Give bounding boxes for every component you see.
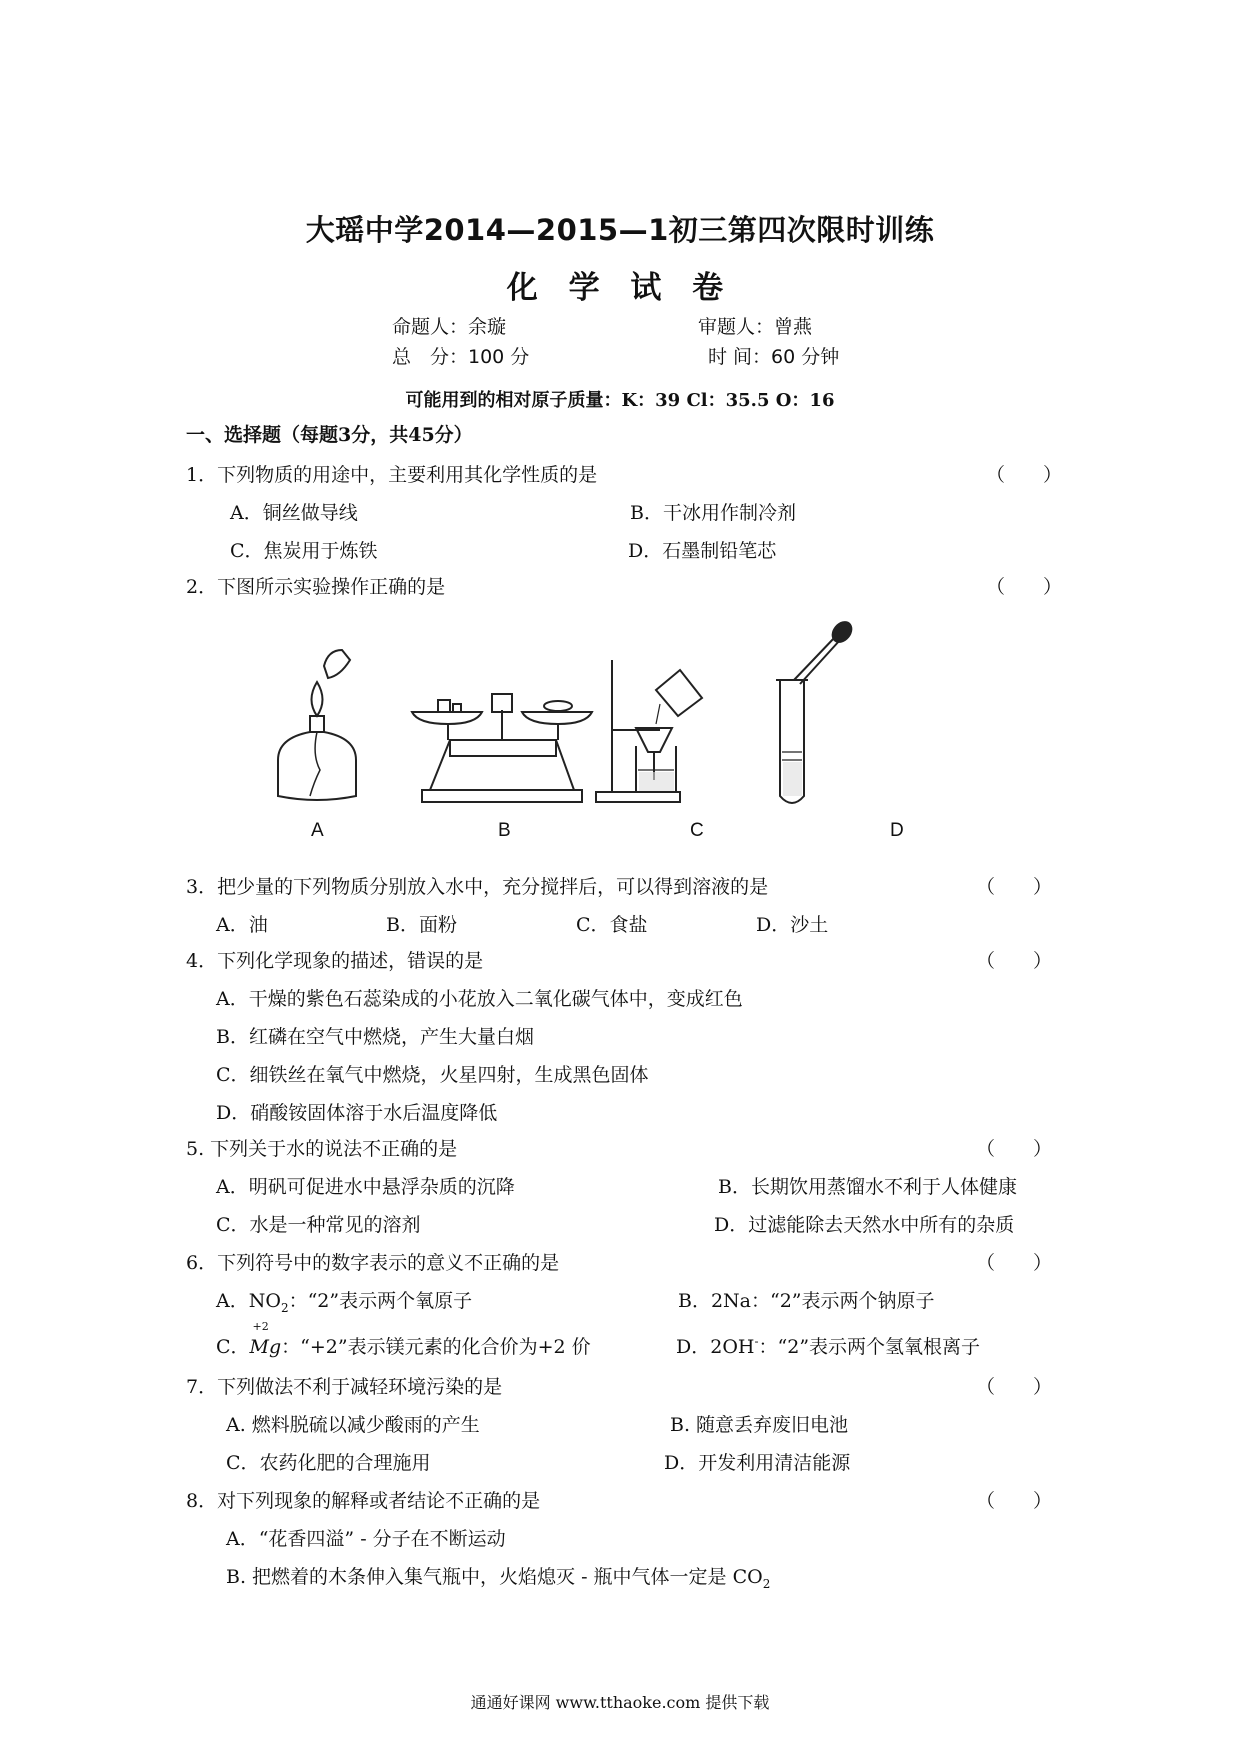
q4-option-c: C．细铁丝在氧气中燃烧，火星四射，生成黑色固体	[216, 1064, 649, 1086]
q8-option-a: A．“花香四溢” - 分子在不断运动	[226, 1528, 506, 1550]
q2-label-a: A	[311, 820, 324, 841]
q8-answer-paren: （ ）	[976, 1490, 1053, 1512]
q4-option-b: B．红磷在空气中燃烧，产生大量白烟	[216, 1026, 534, 1048]
q1-answer-paren: （ ）	[986, 464, 1063, 486]
alcohol-lamp-icon	[278, 650, 356, 800]
setter: 命题人：余璇	[392, 316, 507, 338]
q3-option-d: D．沙土	[756, 914, 829, 936]
q6-option-b: B．2Na：“2”表示两个钠原子	[678, 1290, 935, 1312]
reviewer: 审题人：曾燕	[698, 316, 813, 338]
q8-option-b: B. 把燃着的木条伸入集气瓶中，火焰熄灭 - 瓶中气体一定是 $CO_2$	[226, 1566, 771, 1591]
q5-option-a: A．明矾可促进水中悬浮杂质的沉降	[216, 1176, 515, 1198]
footer-source: 通通好课网 www.tthaoke.com 提供下载	[470, 1693, 770, 1712]
q1-stem: 1．下列物质的用途中，主要利用其化学性质的是	[186, 464, 598, 486]
q7-option-b: B. 随意丢弃废旧电池	[670, 1414, 849, 1436]
q1-option-a: A．铜丝做导线	[230, 502, 358, 524]
q4-option-a: A．干燥的紫色石蕊染成的小花放入二氧化碳气体中，变成红色	[216, 988, 743, 1010]
q6-option-a: A．$NO_2$：“2”表示两个氧原子	[216, 1290, 473, 1315]
q6-answer-paren: （ ）	[976, 1252, 1053, 1274]
q3-answer-paren: （ ）	[976, 876, 1053, 898]
exam-time: 时 间：60 分钟	[708, 346, 840, 368]
dropper-bulb-icon	[827, 620, 856, 647]
q5-option-b: B．长期饮用蒸馏水不利于人体健康	[718, 1176, 1017, 1198]
q7-stem: 7．下列做法不利于减轻环境污染的是	[186, 1376, 503, 1398]
q1-option-b: B．干冰用作制冷剂	[630, 502, 796, 524]
exam-subtitle: 化 学 试 卷	[506, 270, 734, 306]
q5-answer-paren: （ ）	[976, 1138, 1053, 1160]
q3-option-c: C．食盐	[576, 914, 648, 936]
q2-label-c: C	[690, 820, 704, 841]
q1-option-d: D．石墨制铅笔芯	[628, 540, 777, 562]
q6-stem: 6．下列符号中的数字表示的意义不正确的是	[186, 1252, 560, 1274]
balance-icon	[412, 694, 592, 802]
q3-option-b: B．面粉	[386, 914, 457, 936]
q8-stem: 8．对下列现象的解释或者结论不正确的是	[186, 1490, 541, 1512]
q2-answer-paren: （ ）	[986, 576, 1063, 598]
q5-option-c: C．水是一种常见的溶剂	[216, 1214, 421, 1236]
q4-answer-paren: （ ）	[976, 950, 1053, 972]
atomic-mass-line: 可能用到的相对原子质量：K：39 Cl：35.5 O：16	[405, 390, 835, 411]
total-score: 总 分：100 分	[392, 346, 530, 368]
mg-valence-symbol: +2 Mg	[249, 1320, 282, 1358]
q5-stem: 5. 下列关于水的说法不正确的是	[186, 1138, 458, 1160]
q4-option-d: D．硝酸铵固体溶于水后温度降低	[216, 1102, 498, 1124]
q2-stem: 2．下图所示实验操作正确的是	[186, 576, 446, 598]
q3-stem: 3．把少量的下列物质分别放入水中，充分搅拌后，可以得到溶液的是	[186, 876, 769, 898]
q7-option-d: D．开发利用清洁能源	[664, 1452, 851, 1474]
q2-label-d: D	[890, 820, 904, 841]
q7-option-c: C．农药化肥的合理施用	[226, 1452, 431, 1474]
q7-option-a: A. 燃料脱硫以减少酸雨的产生	[226, 1414, 480, 1436]
q4-stem: 4．下列化学现象的描述，错误的是	[186, 950, 484, 972]
q7-answer-paren: （ ）	[976, 1376, 1053, 1398]
q3-option-a: A．油	[216, 914, 268, 936]
q1-option-c: C．焦炭用于炼铁	[230, 540, 378, 562]
exam-title: 大瑶中学2014—2015—1初三第四次限时训练	[305, 213, 935, 247]
q5-option-d: D．过滤能除去天然水中所有的杂质	[714, 1214, 1015, 1236]
q2-apparatus-figure	[270, 620, 960, 820]
q6-option-c: C． +2 Mg：“+2”表示镁元素的化合价为+2 价	[216, 1320, 591, 1358]
q6-option-d: D．2OH-：“2”表示两个氢氧根离子	[676, 1334, 981, 1358]
section-title: 一、选择题（每题3分，共45分）	[186, 424, 473, 446]
q2-label-b: B	[498, 820, 511, 841]
